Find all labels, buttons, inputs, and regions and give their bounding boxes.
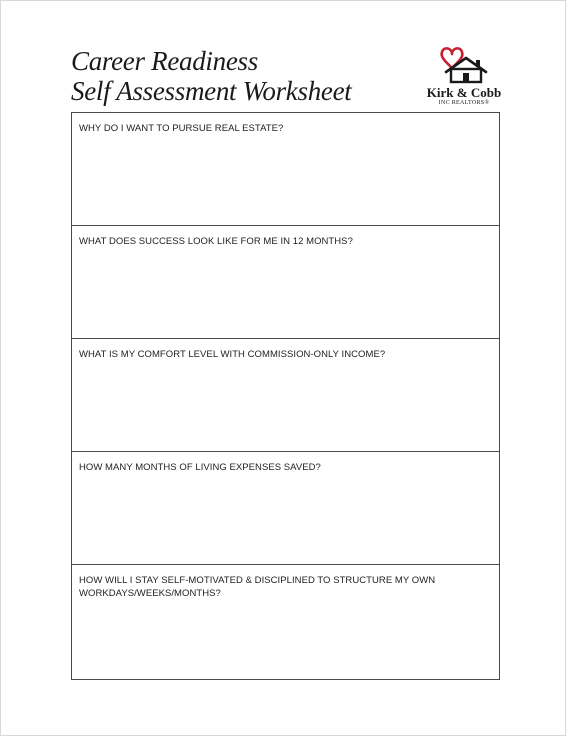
question-box-5[interactable]	[72, 565, 499, 679]
worksheet-title	[71, 46, 351, 106]
title-line-1: Career Readiness	[71, 46, 258, 76]
title-line-2: Self Assessment Worksheet	[71, 76, 352, 106]
company-logo	[422, 44, 506, 110]
question-box-1[interactable]	[72, 113, 499, 226]
logo-company-subtitle: INC REALTORS®	[438, 100, 490, 106]
question-label: WHY DO I WANT TO PURSUE REAL ESTATE?	[79, 123, 284, 134]
question-label: HOW WILL I STAY SELF-MOTIVATED & DISCIPLINED TO STRUCTURE MY OWN WORKDAYS/WEEKS/MONTHS?	[79, 575, 436, 599]
question-box-4[interactable]	[72, 452, 499, 565]
question-label: WHAT IS MY COMFORT LEVEL WITH COMMISSION-ONLY INCOME?	[79, 349, 386, 360]
question-list	[71, 112, 500, 680]
question-label: WHAT DOES SUCCESS LOOK LIKE FOR ME IN 12 MONTHS?	[79, 236, 353, 247]
heart-house-icon	[438, 44, 490, 84]
question-label: HOW MANY MONTHS OF LIVING EXPENSES SAVED?	[79, 462, 321, 473]
question-box-2[interactable]	[72, 226, 499, 339]
logo-company-name: Kirk & Cobb	[426, 85, 502, 100]
question-box-3[interactable]	[72, 339, 499, 452]
